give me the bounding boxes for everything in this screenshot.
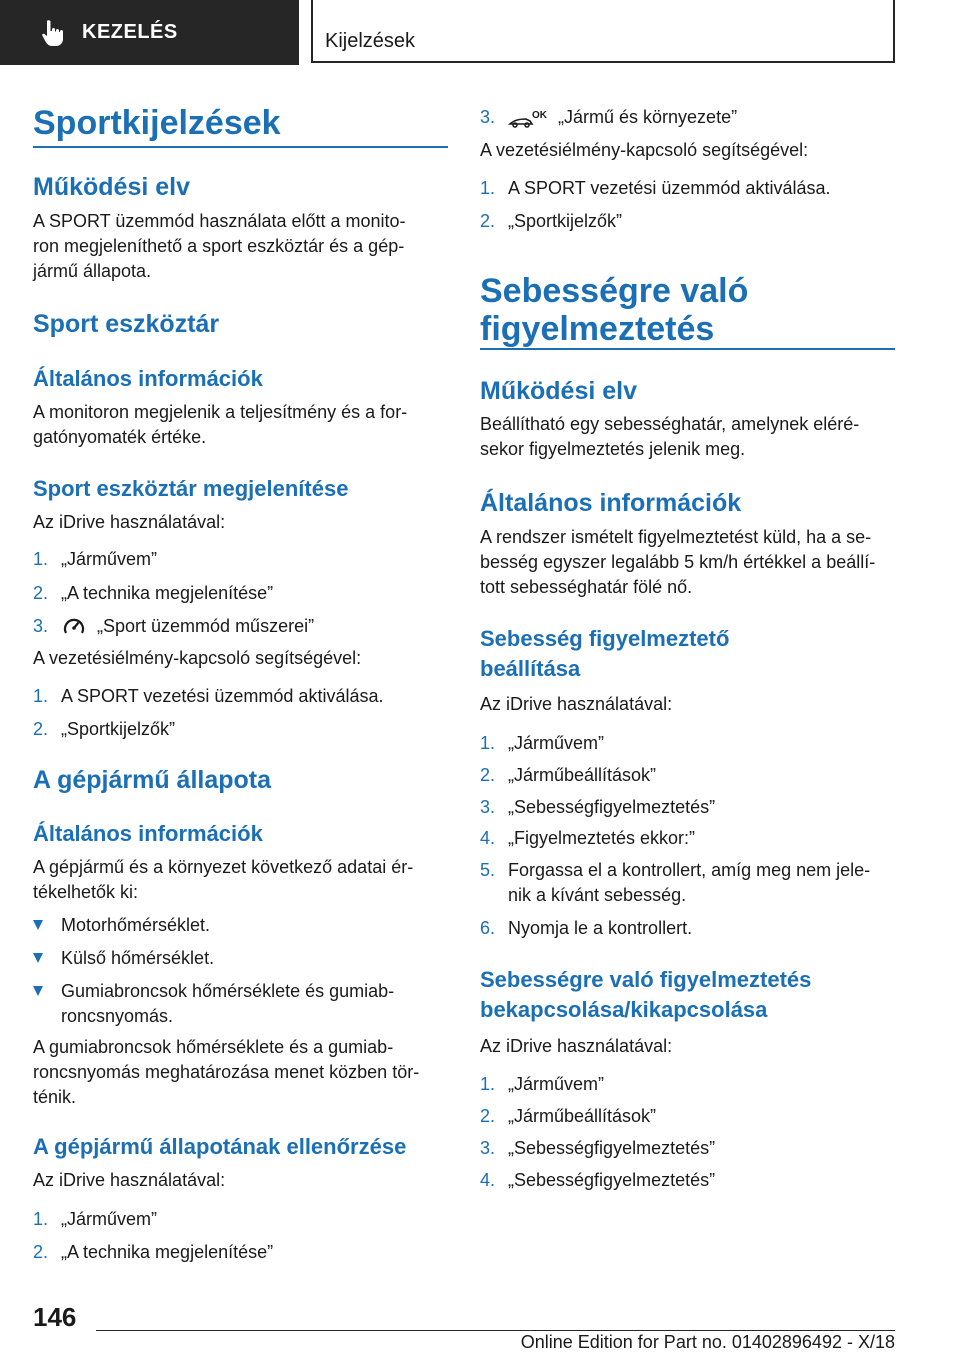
header-chapter-label: Kijelzések — [325, 30, 416, 52]
heading-sport-eszkoztar: Sport eszköztár — [33, 310, 220, 338]
header-section-tab — [0, 0, 299, 65]
section-title-rule — [480, 348, 895, 350]
paragraph-idrive-1: Az iDrive használatával: — [33, 512, 226, 532]
heading-allapot: A gépjármű állapota — [33, 766, 272, 794]
hand-pointer-icon — [40, 19, 66, 47]
triangle-bullet-icon — [33, 986, 43, 996]
section-title: Sebességre való figyelmeztetés — [480, 272, 749, 348]
paragraph-altalanos-1: A monitoron megjelenik a teljesítmény és a for- gatónyomaték értéke. — [33, 402, 408, 447]
paragraph-mukodes-2: Beállítható egy sebességhatár, amelynek eléré- sekor figyelmeztetés jelenik meg. — [480, 414, 860, 459]
heading-mukodes: Működési elv — [33, 173, 190, 201]
heading-megjelenites: Sport eszköztár megjelenítése — [33, 476, 349, 501]
paragraph-altalanos-3: A rendszer ismételt figyelmeztetést küld, ha a se- besség egyszer legalább 5 km/h értékkel a beállí- tott sebességhatár fölé nő. — [480, 527, 876, 597]
paragraph-kapcsolo: A vezetésiélmény-kapcsoló segítségével: — [480, 140, 809, 160]
header-chapter-box — [311, 0, 895, 63]
page-title: Sportkijelzések — [33, 104, 281, 142]
header-section-label: KEZELÉS — [82, 21, 178, 43]
triangle-bullet-icon — [33, 953, 43, 963]
heading-ellenorzes: A gépjármű állapotának ellenőrzése — [33, 1134, 407, 1159]
page-number: 146 — [33, 1302, 77, 1332]
sport-gauge-icon — [61, 616, 87, 638]
paragraph-idrive-2: Az iDrive használatával: — [33, 1170, 226, 1190]
heading-altalanos-3: Általános információk — [480, 489, 742, 517]
footer-edition: Online Edition for Part no. 01402896492 - X/18 — [520, 1332, 895, 1352]
triangle-bullet-icon — [33, 920, 43, 930]
title-rule — [33, 146, 448, 148]
paragraph-idrive-3: Az iDrive használatával: — [480, 694, 673, 714]
paragraph-gumi: A gumiabroncsok hőmérséklete és a gumiab- roncsnyomás meghatározása menet közben tör- ténik. — [33, 1037, 420, 1107]
paragraph-altalanos-2: A gépjármű és a környezet következő adatai ér- tékelhetők ki: — [33, 857, 414, 902]
heading-altalanos-2: Általános információk — [33, 821, 263, 846]
car-ok-icon — [508, 107, 548, 129]
heading-beallitas: Sebesség figyelmeztető beállítása — [480, 626, 730, 681]
heading-mukodes-2: Működési elv — [480, 377, 637, 405]
heading-bekapcs: Sebességre való figyelmeztetés bekapcsolása/kikapcsolása — [480, 967, 812, 1022]
paragraph-mukodes: A SPORT üzemmód használata előtt a monito- ron megjeleníthető a sport eszköztár és a gép- jármű állapota. — [33, 211, 406, 281]
svg-text:OK: OK — [532, 110, 547, 122]
heading-altalanos-1: Általános információk — [33, 366, 263, 391]
footer-rule — [96, 1330, 895, 1331]
paragraph-idrive-4: Az iDrive használatával: — [480, 1036, 673, 1056]
paragraph-kapcsolo-1: A vezetésiélmény-kapcsoló segítségével: — [33, 648, 362, 668]
